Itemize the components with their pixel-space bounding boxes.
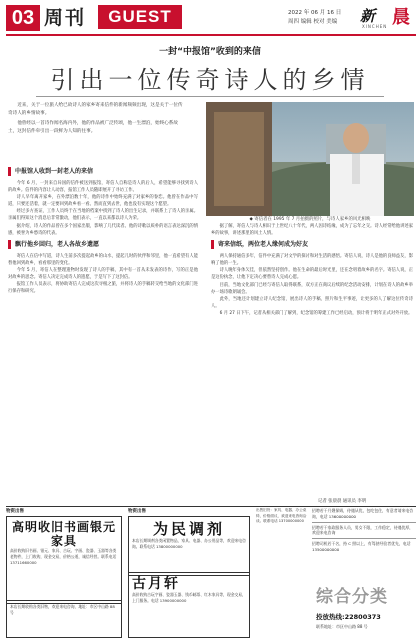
body-paragraph: 经过多方查证，工作人员终于在当地的档案中找到了诗人的出生记录，并联系上了诗人的亲属。亲属们得知这个消息后非常激动，他们表示，一直以来都以诗人为荣。 — [8, 209, 198, 222]
ad-text: 高价收购旧书画、银元、家具、古玩、字画、瓷器、玉器等各类老物件，上门收购，现金交易，价格公道，诚信经营。联系电话 13711660000 — [10, 548, 117, 565]
ad-box — [6, 516, 122, 604]
photo-illustration — [206, 102, 414, 216]
editor-line: 周四 编辑 校对 美编 — [288, 19, 338, 25]
body-paragraph: 今年 6 月，一封来自异国的信件被送到报馆，寄信人自称是诗人的后人，希望能够寻找到诗人的故乡。信件的内容让人动容，报馆工作人员随即展开了寻访工作。 — [8, 181, 198, 194]
headline: 引出一位传奇诗人的乡情 — [50, 66, 370, 94]
ad-secondhand — [256, 508, 308, 638]
newspaper-logo — [360, 3, 418, 31]
article-column-right — [211, 223, 413, 317]
body-paragraph: 寄信人在信中写道，诗人生前多次提起故乡的山水，提起儿时的伙伴和邻里，他一直希望有人能替他回到故乡，看看那里的变化。 — [8, 253, 198, 266]
ad-hotline: 投放热线:22800373 — [316, 613, 381, 621]
ad-box — [128, 516, 250, 576]
classified-logo: 综合分类 — [316, 587, 388, 607]
lead-paragraph: 他曾经以一首诗作闻名海内外，他的作品被广泛传颂，他一生漂泊，始终心系故土，这封信件牵引出一段鲜为人知的往事。 — [8, 120, 178, 135]
ad-tag: 物资出售 — [6, 509, 24, 514]
ad-text: 本店长期收购各类旧物，欢迎来电咨询，地址：市区中山路 88 号 — [10, 604, 115, 615]
headline-rule — [36, 96, 384, 97]
subhead-3: 寄来信纸，两位老人缘何成为好友 — [211, 240, 413, 249]
logo-red-text: 晨 — [392, 7, 410, 28]
section-title: 周刊 — [44, 7, 87, 29]
ad-divider — [312, 522, 416, 523]
ad-divider — [312, 538, 416, 539]
body-paragraph: 报馆工作人员表示，将协助寄信人完成这次寻根之旅，并将诗人的手稿转交给当地的文化部门进行保存和研究。 — [8, 282, 198, 295]
ad-antique — [128, 572, 250, 638]
article-byline: 记者 张晨晨 通讯员 李明 — [318, 499, 367, 504]
article-column-left — [8, 164, 198, 295]
body-paragraph: 今年 5 月，寄信人在整理遗物时发现了诗人的手稿，其中有一首从未发表的诗作，写的正是他对故乡的思念。寄信人决定完成诗人的遗愿，于是写下了这封信。 — [8, 267, 198, 281]
issue-date: 2022 年 06 月 16 日 — [288, 10, 342, 16]
ad-title: 为民调剂 — [152, 520, 225, 538]
body-paragraph: 诗人早年离开家乡，在外漂泊数十年，他的诗作中始终充满了对家乡的眷恋。他曾在作品中写道，只要还活着，就一定要回到故乡看一看。然而直到去世，他也没有实现这个愿望。 — [8, 195, 198, 208]
ad-text: 招聘司机若干名，持 C 照以上，有驾驶经验者优先，电话 13500000000 — [312, 541, 411, 552]
logo-main-text: 新 — [360, 7, 376, 25]
ad-text: 招聘若干家政服务人员，男女不限，工作稳定，待遇优厚，欢迎来电咨询 — [312, 524, 414, 536]
page-number: 03 — [6, 5, 40, 31]
body-paragraph: 此外，当地还计划建立诗人纪念馆，展出诗人的手稿、照片和生平事迹，让更多的人了解这位传奇诗人。 — [211, 296, 413, 309]
section-label: GUEST — [98, 5, 182, 29]
header-rule — [6, 34, 416, 36]
ad-text: 本店长期调剂各类闲置物品，家具、电器、办公用品等，欢迎来电咨询。联系电话 13800000000 — [132, 538, 246, 549]
logo-subtitle: XINCHEN — [362, 24, 388, 29]
ad-title: 古月轩 — [132, 576, 180, 592]
body-paragraph: 两人保持通信多年，信件中充满了对文学的探讨和对生活的感悟。寄信人说，诗人是他的良师益友，影响了他的一生。 — [211, 254, 413, 267]
masthead — [0, 0, 420, 34]
photo-caption: ◆ 寄信者在 1995 年 7 月拍摄的照片，与诗人家乡的风光相映 — [249, 217, 371, 222]
ad-address: 联系地址：市区中山路 88 号 — [316, 624, 368, 629]
body-paragraph: 目前，当地文化部门已经与寄信人取得联系，双方正在商议后续的纪念活动安排，计划在诗人的故乡举办一场诗歌朗诵会。 — [211, 282, 413, 295]
kicker: 一封“中报馆”收到的来信 — [159, 47, 261, 57]
subhead-2: 飘行他乡回归，老人各故乡遗愿 — [8, 240, 198, 249]
body-paragraph: 据了解，寄信人与诗人相识于上世纪八十年代，两人因诗结缘，成为了忘年之交。诗人经常给他讲述家乡的故事，讲述那里的风土人情。 — [211, 224, 413, 237]
ad-tag: 物资出售 — [128, 509, 146, 514]
body-paragraph: 据介绍，诗人的作品曾在多个国家出版，影响了几代读者。他的诗歌以质朴的语言表达深沉的情感，被誉为乡愁诗的代表。 — [8, 223, 198, 236]
ads-rule — [6, 506, 416, 507]
article-lead — [8, 102, 184, 138]
body-paragraph: 6 月 27 日下午，记者从相关部门了解到，纪念馆的筹建工作已经启动，预计将于明年正式对外开放。 — [219, 310, 413, 316]
ad-text: 招聘若干月嫂保姆，待遇从优，包吃包住，有意者请来电咨询，电话 13600000000 — [312, 508, 414, 519]
ad-calligraphy-footer — [6, 600, 122, 638]
body-paragraph: 诗人晚年身体欠佳，但依然坚持创作。他在生命的最后时光里，还在念叨着故乡的名字。寄信人说，正是这份执念，让他下定决心要替诗人完成心愿。 — [211, 268, 413, 281]
ad-title: 高明收旧书画银元家具 — [11, 520, 116, 548]
article-photo — [206, 102, 414, 216]
subhead-1: 中报馆人收到一封老人的来信 — [8, 167, 198, 176]
lead-paragraph: 近来，关于一位旅人给已故诗人的家乡寄来信件的新闻频频出现，这是关于一位传奇诗人的乡情故事。 — [8, 103, 183, 117]
ad-text: 出售旧货：家具、电器、办公桌椅，价格面议，欢迎来电咨询洽谈。联系电话 13700000000 — [256, 508, 307, 524]
ad-text: 高价收购古玩字画、瓷器玉器、钱币邮票、红木家具等，现金交易，上门服务。电话 13900000000 — [132, 592, 246, 603]
